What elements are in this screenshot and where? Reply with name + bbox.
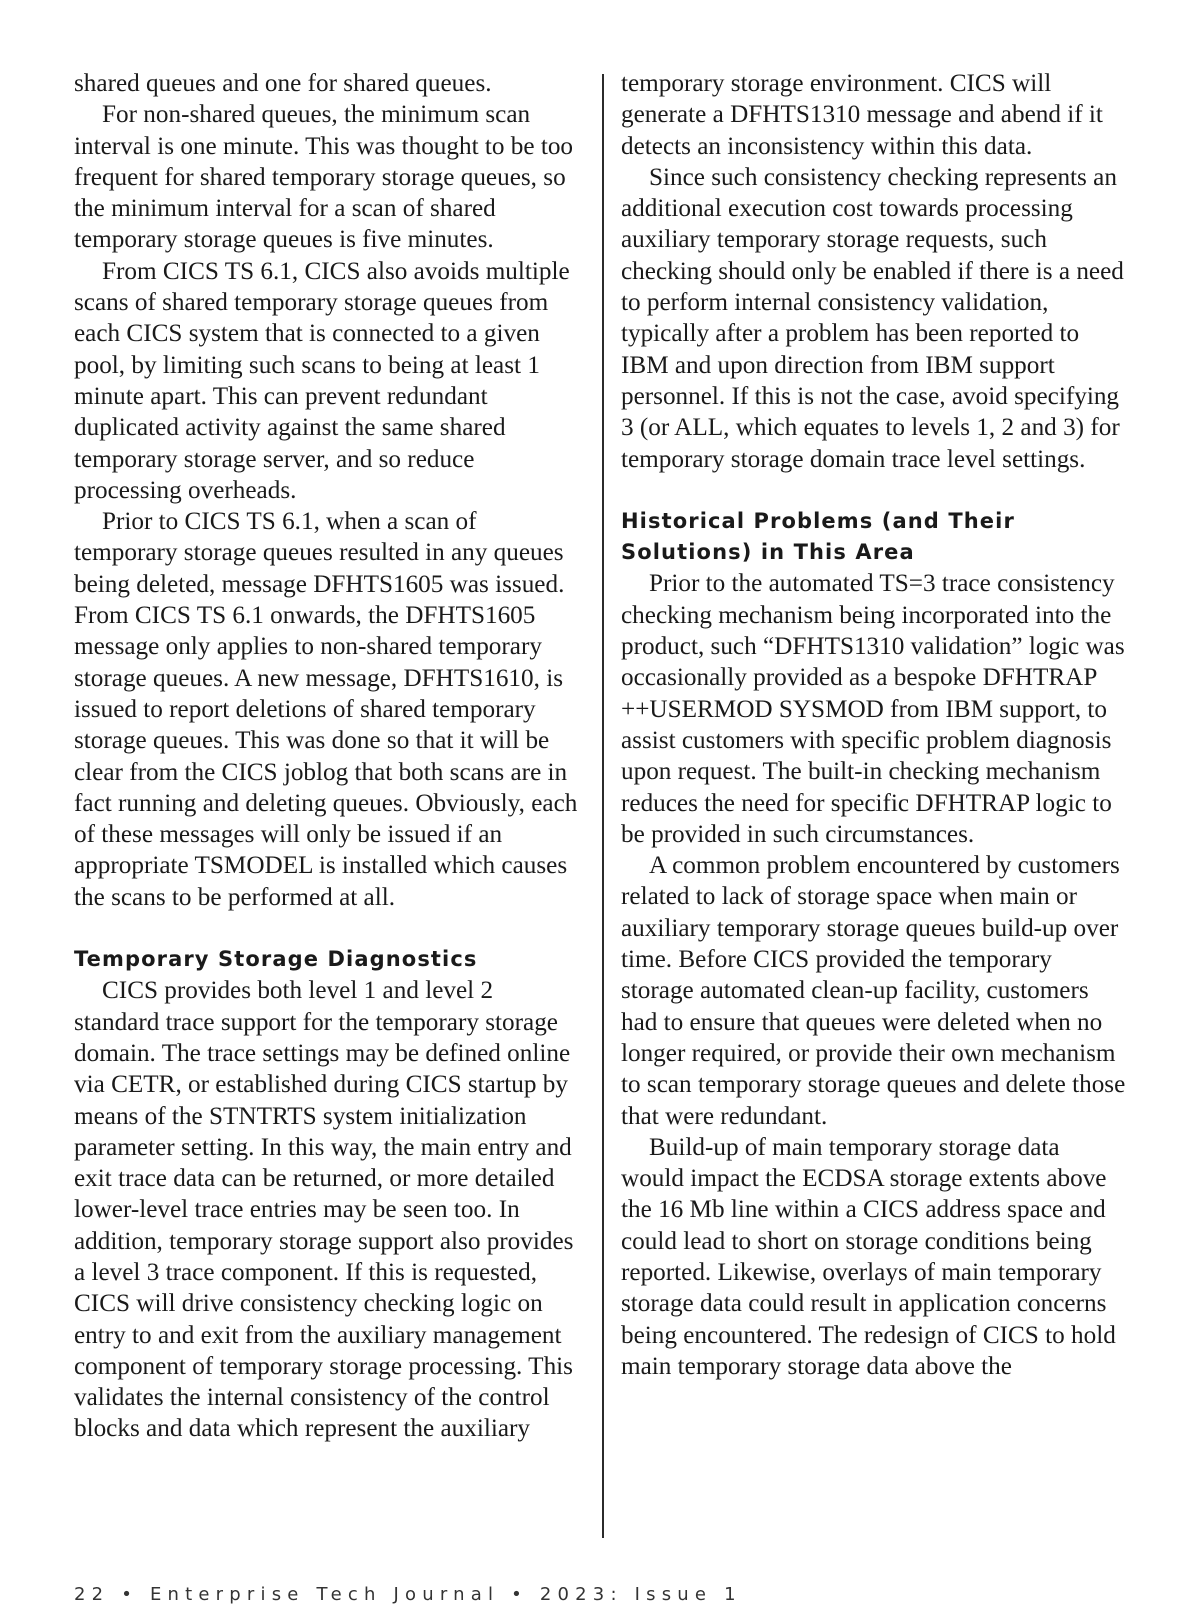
column-divider xyxy=(602,74,604,1538)
left-paragraph-3: From CICS TS 6.1, CICS also avoids multiple scans of shared temporary storage queues from each CICS system that is connected to a given pool, by limiting such scans to being at least 1 minute apart. This can prevent redundant duplicated activity against the same shared temporary storage server, and so reduce processing overheads. xyxy=(74,257,570,504)
left-paragraph-4: Prior to CICS TS 6.1, when a scan of temporary storage queues resulted in any queues being deleted, message DFHTS1605 was issued. From CICS TS 6.1 onwards, the DFHTS1605 message only applies to non-shared temporary storage queues. A new message, DFHTS1610, is issued to report deletions of shared temporary storage queues. This was done so that it will be clear from the CICS joblog that both scans are in fact running and deleting queues. Obviously, each of these messages will only be issued if an appropriate TSMODEL is installed which causes the scans to be performed at all. xyxy=(74,508,578,911)
right-paragraph-5: Build-up of main temporary storage data would impact the ECDSA storage extents above the 16 Mb line within a CICS address space and could lead to short on storage conditions being reported. Likewise, overlays of main temporary storage data could result in application concerns being encountered. The redesign of CICS to hold main temporary storage data above the xyxy=(621,1133,1116,1380)
left-paragraph-5: CICS provides both level 1 and level 2 standard trace support for the temporary storage domain. The trace settings may be defined online via CETR, or established during CICS startup by means of the STNTRTS system initialization parameter setting. In this way, the main entry and exit trace data can be returned, or more detailed lower-level trace entries may be seen too. In addition, temporary storage support also provides a level 3 trace component. If this is requested, CICS will drive consistency checking logic on entry to and exit from the auxiliary management component of temporary storage processing. This validates the internal consistency of the control blocks and data which represent the auxiliary xyxy=(74,977,574,1443)
section-heading-diagnostics: Temporary Storage Diagnostics xyxy=(74,947,478,972)
left-paragraph-1: shared queues and one for shared queues. xyxy=(74,70,492,97)
left-paragraph-2: For non-shared queues, the minimum scan interval is one minute. This was thought to be too frequent for shared temporary storage queues, so the minimum interval for a scan of shared temporary storage queues is five minutes. xyxy=(74,101,574,254)
page-footer: 22 • Enterprise Tech Journal • 2023: Issue 1 xyxy=(74,1584,742,1605)
section-heading-historical-problems: Historical Problems (and Their Solutions) in This Area xyxy=(621,508,1015,565)
left-column xyxy=(74,68,579,1445)
right-paragraph-4: A common problem encountered by customers related to lack of storage space when main or auxiliary temporary storage queues build-up over time. Before CICS provided the temporary storage automated clean-up facility, customers had to ensure that queues were deleted when no longer required, or provide their own mechanism to scan temporary storage queues and delete those that were redundant. xyxy=(621,852,1126,1130)
right-paragraph-1: temporary storage environment. CICS will generate a DFHTS1310 message and abend if it detects an inconsistency within this data. xyxy=(621,70,1103,160)
right-paragraph-3: Prior to the automated TS=3 trace consistency checking mechanism being incorporated into the product, such “DFHTS1310 validation” logic was occasionally provided as a bespoke DFHTRAP ++USERMOD SYSMOD from IBM support, to assist customers with specific problem diagnosis upon request. The built-in checking mechanism reduces the need for specific DFHTRAP logic to be provided in such circumstances. xyxy=(621,570,1125,848)
right-paragraph-2: Since such consistency checking represents an additional execution cost towards processing auxiliary temporary storage requests, such checking should only be enabled if there is a need to perform internal consistency validation, typically after a problem has been reported to IBM and upon direction from IBM support personnel. If this is not the case, avoid specifying 3 (or ALL, which equates to levels 1, 2 and 3) for temporary storage domain trace level settings. xyxy=(621,163,1124,473)
right-column xyxy=(621,68,1126,1382)
